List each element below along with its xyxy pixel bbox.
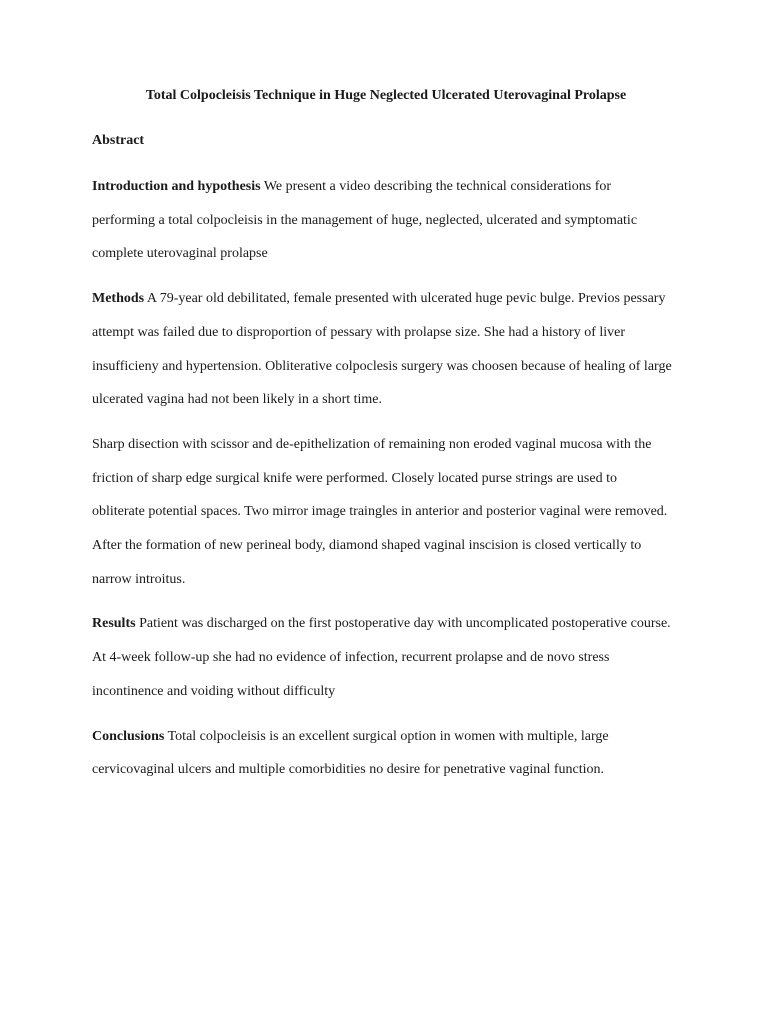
methods-label: Methods bbox=[92, 291, 145, 307]
technique-text: Sharp disection with scissor and de-epithelization of remaining non eroded vaginal mucosa with the friction of sharp edge surgical knife were performed. Closely located purse strings are used to obliterate potential spaces. Two mirror image traingles in anterior and posterior vaginal were removed. After the formation of new perineal body, diamond shaped vaginal inscision is closed vertically to narrow introitus. bbox=[92, 436, 668, 587]
results-paragraph bbox=[92, 607, 672, 708]
methods-paragraph bbox=[92, 282, 672, 417]
conclusions-label: Conclusions bbox=[92, 728, 165, 744]
abstract-heading: Abstract bbox=[92, 133, 145, 148]
results-label: Results bbox=[92, 616, 136, 632]
introduction-paragraph bbox=[92, 170, 672, 271]
paper-title: Total Colpocleisis Technique in Huge Neglected Ulcerated Uterovaginal Prolapse bbox=[145, 88, 627, 103]
introduction-text: We present a video describing the technical considerations for performing a total colpocleisis in the management of huge, neglected, ulcerated and symptomatic complete uterovaginal prolapse bbox=[92, 179, 638, 262]
conclusions-text: Total colpocleisis is an excellent surgical option in women with multiple, large cervicovaginal ulcers and multiple comorbidities no desire for penetrative vaginal function. bbox=[92, 728, 609, 778]
methods-text: A 79-year old debilitated, female presented with ulcerated huge pevic bulge. Previos pessary attempt was failed due to disproportion of pessary with prolapse size. She had a history of liver insufficieny and hypertension. Obliterative colpoclesis surgery was choosen because of healing of large ulcerated vagina had not been likely in a short time. bbox=[92, 291, 672, 408]
results-text: Patient was discharged on the first postoperative day with uncomplicated postoperative course. At 4-week follow-up she had no evidence of infection, recurrent prolapse and de novo stress incontinence and voiding without difficulty bbox=[92, 616, 671, 699]
introduction-label: Introduction and hypothesis bbox=[92, 179, 261, 194]
conclusions-paragraph bbox=[92, 720, 672, 787]
technique-paragraph bbox=[92, 428, 672, 597]
